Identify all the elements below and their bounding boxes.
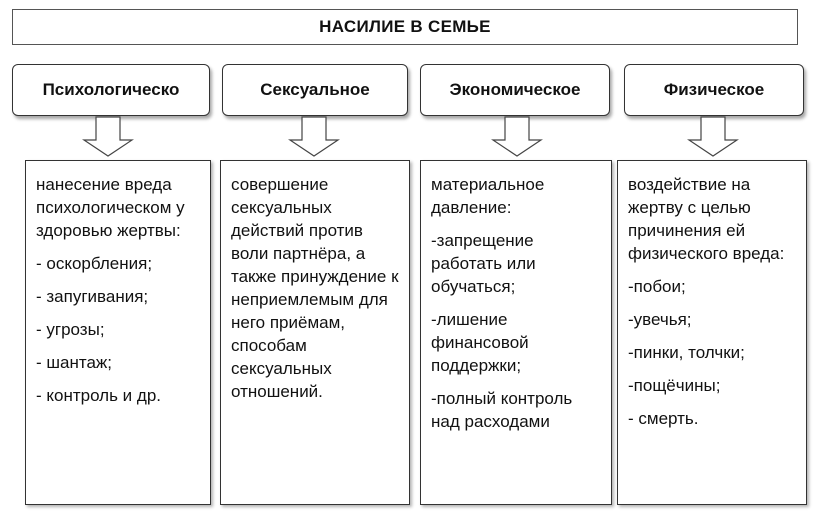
category-psychological: Психологическо (12, 64, 210, 116)
list-item: - смерть. (628, 409, 699, 428)
description-text: материальное давление: (431, 175, 545, 217)
description-text: воздействие на жертву с целью причинения ей физического вреда: (628, 175, 785, 263)
item-list (36, 252, 202, 407)
diagram-title: НАСИЛИЕ В СЕМЬЕ (12, 9, 798, 45)
list-item: - запугивания; (36, 287, 149, 306)
description-box-psychological (25, 160, 211, 505)
list-item: - контроль и др. (36, 386, 161, 405)
list-item: -полный контроль над расходами (431, 389, 573, 431)
list-item: - оскорбления; (36, 254, 153, 273)
list-item: -пинки, толчки; (628, 343, 745, 362)
description-box-sexual (220, 160, 410, 505)
down-arrow-icon (491, 116, 543, 158)
item-list (431, 229, 603, 433)
description-text: совершение сексуальных действий против воли партнёра, а также принуждение к неприемлемым для него приёмам, способам сексуальных отношений. (231, 175, 399, 401)
description-box-economic (420, 160, 612, 505)
list-item: -лишение финансовой поддержки; (431, 310, 529, 375)
list-item: - угрозы; (36, 320, 105, 339)
down-arrow-icon (288, 116, 340, 158)
down-arrow-icon (82, 116, 134, 158)
list-item: -увечья; (628, 310, 692, 329)
list-item: - шантаж; (36, 353, 113, 372)
description-text: нанесение вреда психологическом у здоровью жертвы: (36, 175, 185, 240)
list-item: -запрещение работать или обучаться; (431, 231, 536, 296)
description-box-physical (617, 160, 807, 505)
item-list (628, 275, 798, 430)
category-sexual: Сексуальное (222, 64, 408, 116)
category-economic: Экономическое (420, 64, 610, 116)
list-item: -побои; (628, 277, 686, 296)
down-arrow-icon (687, 116, 739, 158)
category-physical: Физическое (624, 64, 804, 116)
list-item: -пощёчины; (628, 376, 721, 395)
